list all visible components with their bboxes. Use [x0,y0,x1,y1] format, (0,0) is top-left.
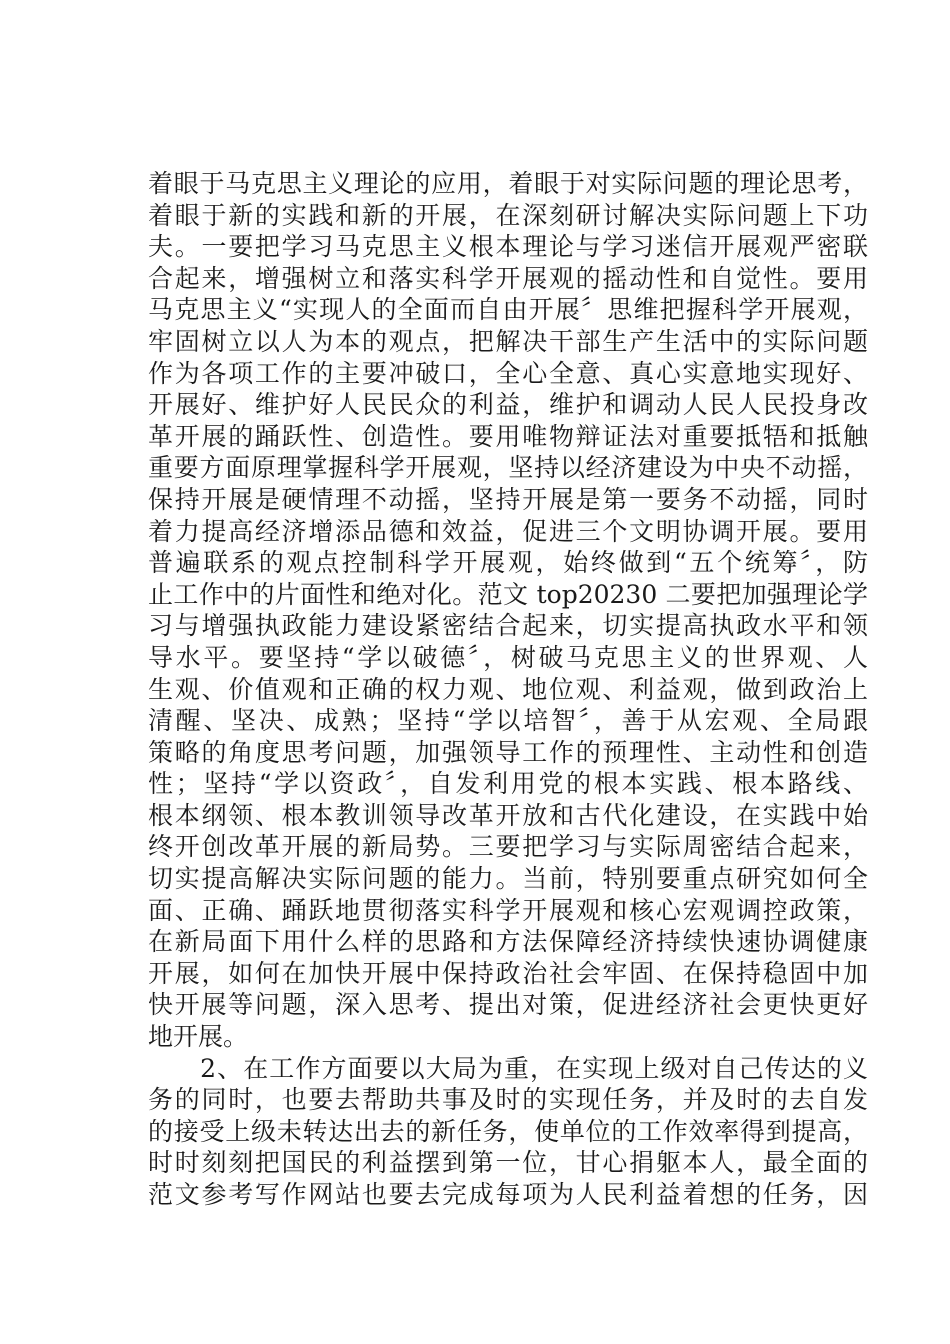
text-line: 普遍联系的观点控制科学开展观，始终做到“五个统筹〞，防 [148,548,868,578]
text-line: 范文参考写作网站也要去完成每项为人民利益着想的任务，因 [148,1180,868,1209]
text-line: 着眼于马克思主义理论的应用，着眼于对实际问题的理论思考， [148,169,868,198]
paragraph-1 [148,168,868,1053]
text-line: 终开创改革开展的新局势。三要把学习与实际周密结合起来， [148,832,868,862]
text-line: 的接受上级未转达出去的新任务，使单位的工作效率得到提高， [148,1116,868,1146]
text-line: 性；坚持“学以资政〞，自发利用党的根本实践、根本路线、 [148,769,868,799]
text-line: 面、正确、踊跃地贯彻落实科学开展观和核心宏观调控政策， [148,895,868,925]
text-line: 根本纲领、根本教训领导改革开放和古代化建设，在实践中始 [148,800,868,830]
text-line: 清醒、坚决、成熟；坚持“学以培智〞，善于从宏观、全局跟 [148,706,868,736]
text-line: 在新局面下用什么样的思路和方法保障经济持续快速协调健康 [148,927,868,957]
text-line: 习与增强执政能力建设紧密结合起来，切实提高执政水平和领 [148,611,868,641]
text-line: 着眼于新的实践和新的开展，在深刻研讨解决实际问题上下功 [148,200,868,230]
document-body [148,168,868,1211]
text-line: 务的同时，也要去帮助共事及时的实现任务，并及时的去自发 [148,1085,868,1115]
paragraph-2 [148,1053,868,1211]
text-line: 策略的角度思考问题，加强领导工作的预理性、主动性和创造 [148,737,868,767]
text-line: 合起来，增强树立和落实科学开展观的摇动性和自觉性。要用 [148,263,868,293]
text-line: 切实提高解决实际问题的能力。当前，特别要重点研究如何全 [148,864,868,894]
text-line: 作为各项工作的主要冲破口，全心全意、真心实意地实现好、 [148,358,868,388]
text-line: 止工作中的片面性和绝对化。范文 top20230 二要把加强理论学 [148,579,868,609]
text-line: 夫。一要把学习马克思主义根本理论与学习迷信开展观严密联 [148,232,868,262]
text-line: 2、在工作方面要以大局为重，在实现上级对自己传达的义 [148,1053,868,1083]
text-line: 时时刻刻把国民的利益摆到第一位，甘心捐躯本人，最全面的 [148,1148,868,1178]
text-line: 地开展。 [148,1022,249,1052]
text-line: 生观、价值观和正确的权力观、地位观、利益观，做到政治上 [148,674,868,704]
text-line: 重要方面原理掌握科学开展观，坚持以经济建设为中央不动摇， [148,453,868,483]
text-line: 保持开展是硬情理不动摇，坚持开展是第一要务不动摇，同时 [148,484,868,514]
text-line: 革开展的踊跃性、创造性。要用唯物辩证法对重要抵牾和抵触 [148,421,868,451]
text-line: 开展，如何在加快开展中保持政治社会牢固、在保持稳固中加 [148,958,868,988]
text-line: 开展好、维护好人民民众的利益，维护和调动人民人民投身改 [148,390,868,420]
text-line: 着力提高经济增添品德和效益，促进三个文明协调开展。要用 [148,516,868,546]
text-line: 马克思主义“实现人的全面而自由开展〞思维把握科学开展观， [148,295,868,325]
text-line: 快开展等问题，深入思考、提出对策，促进经济社会更快更好 [148,990,868,1020]
text-line: 牢固树立以人为本的观点，把解决干部生产生活中的实际问题 [148,326,868,356]
text-line: 导水平。要坚持“学以破德〞，树破马克思主义的世界观、人 [148,642,868,672]
